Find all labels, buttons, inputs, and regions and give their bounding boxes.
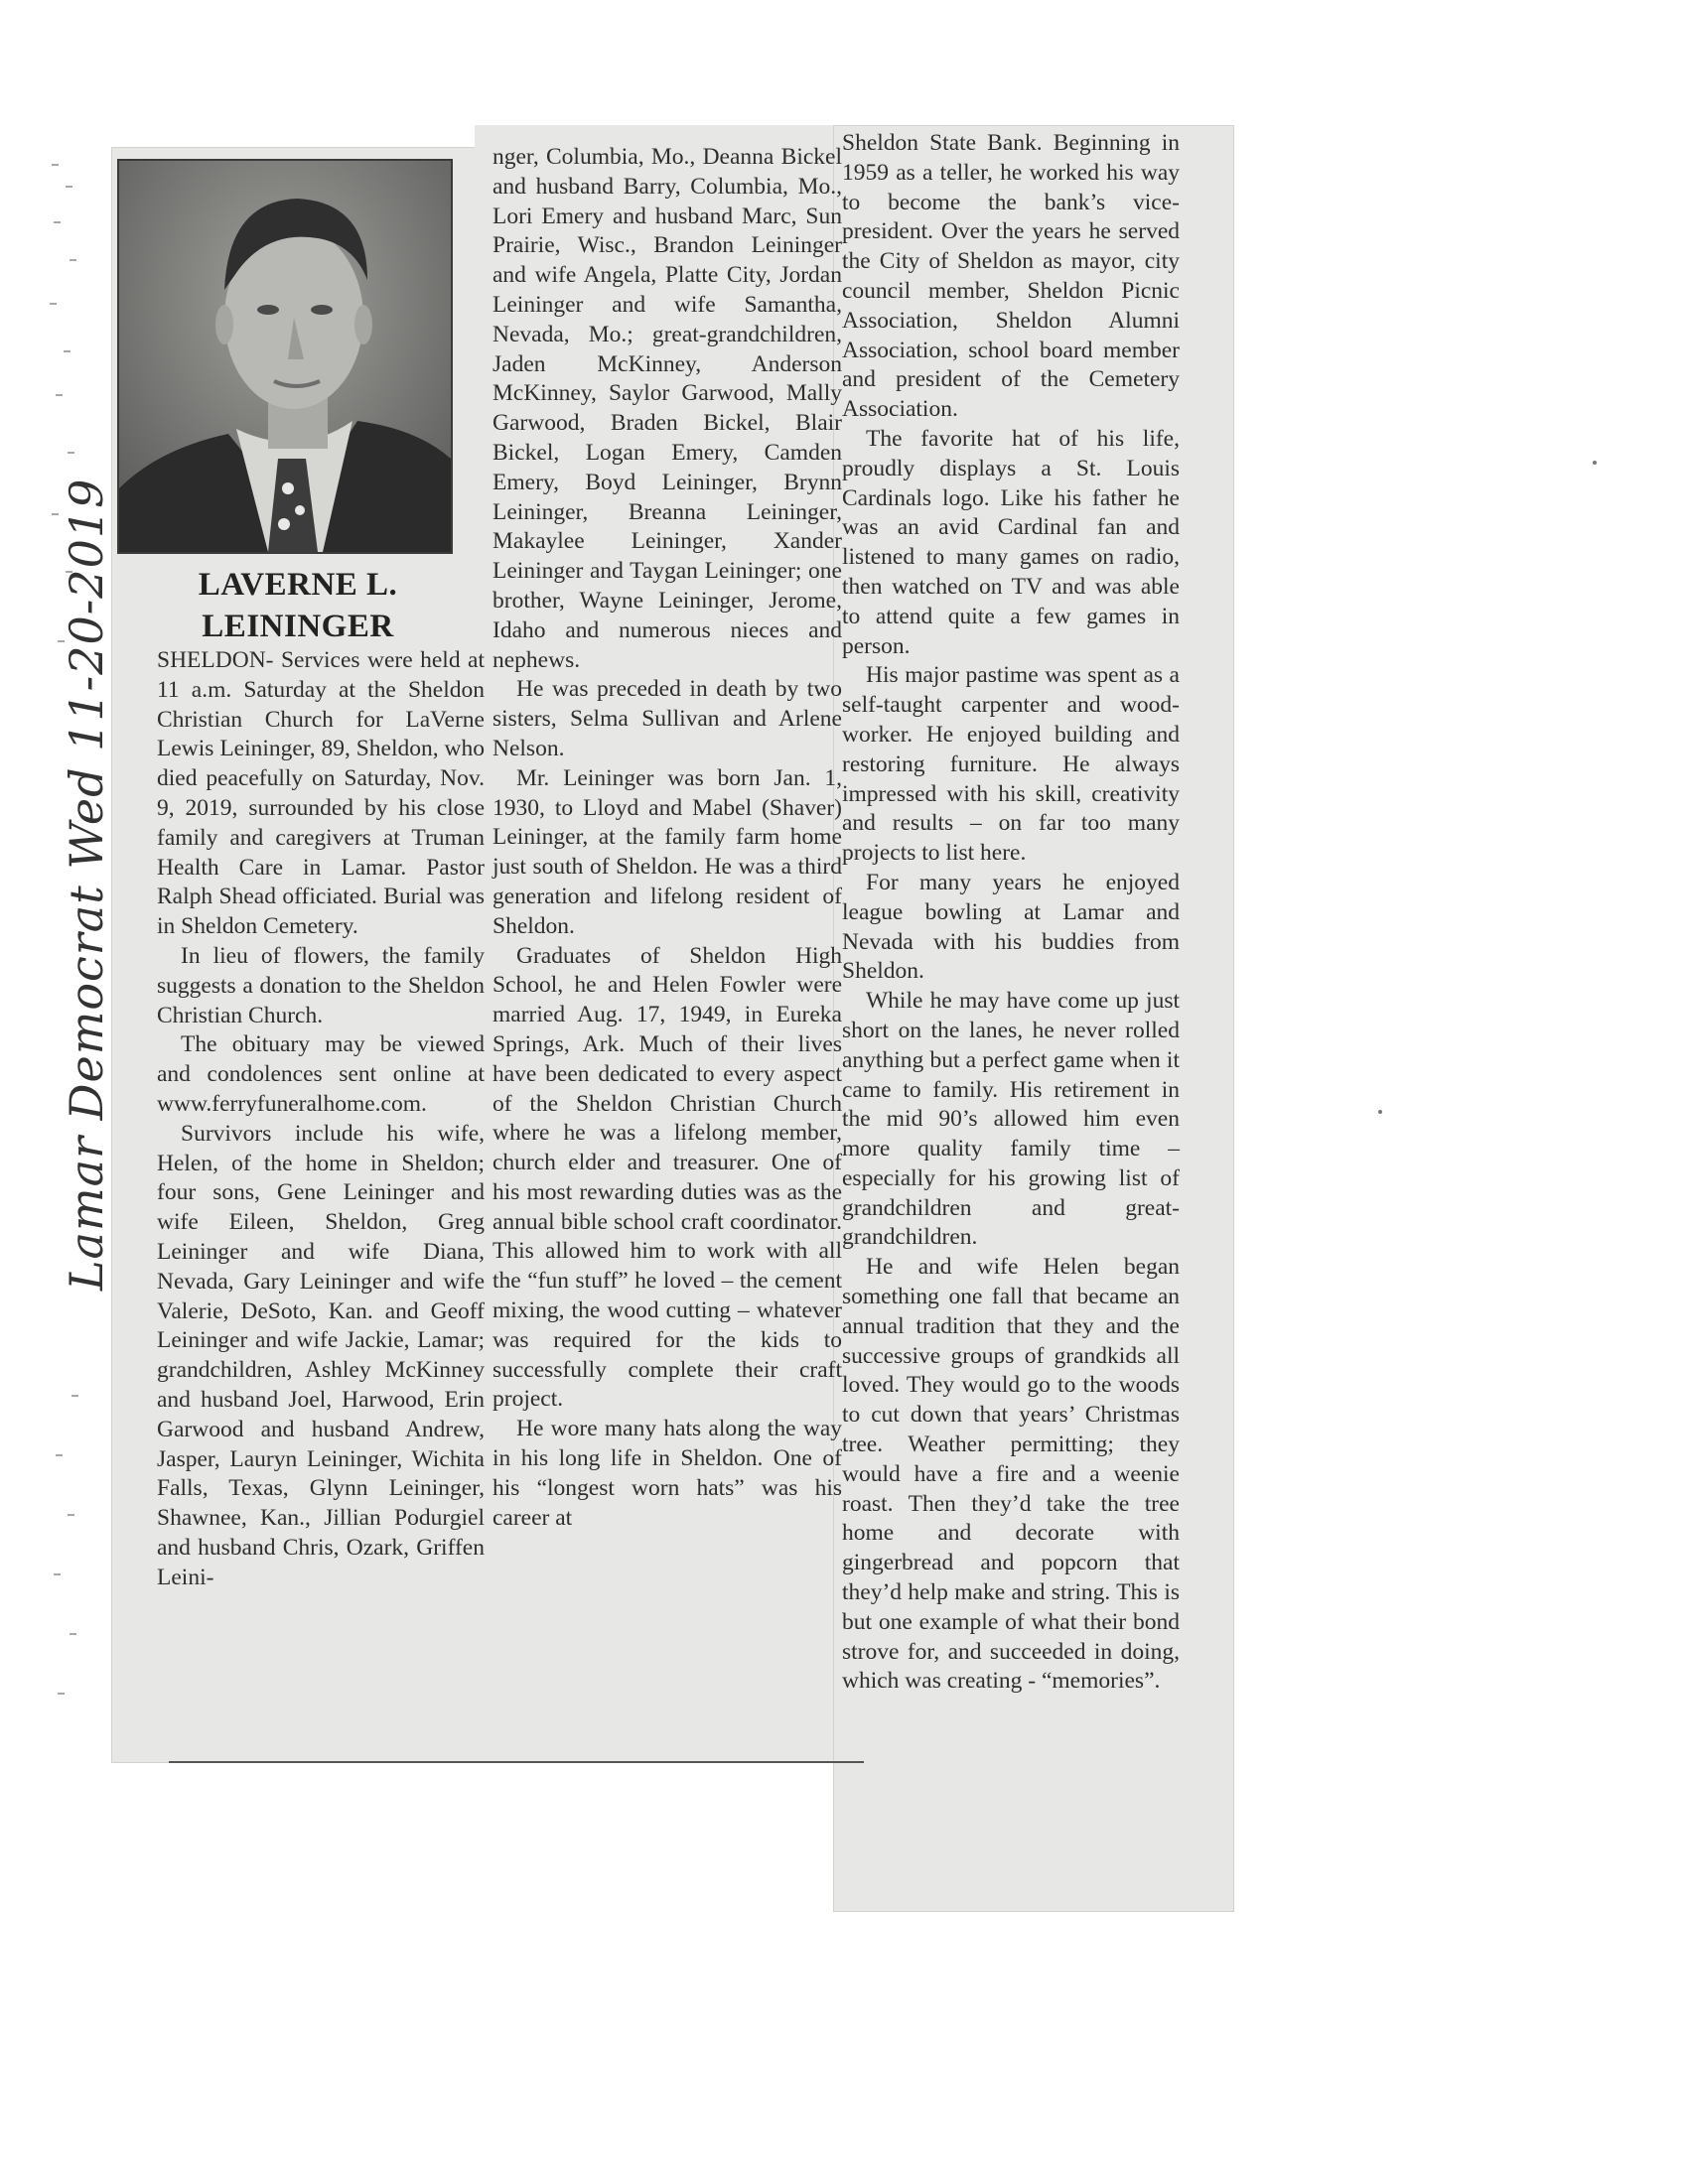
portrait-photo bbox=[117, 159, 453, 554]
paragraph: While he may have come up just short on the lanes, he never rolled anything but a perfect game when it came to family. His retirement in the mid 90’s allowed him even more quality family time – especially for his growing list of grandchildren and great-grandchildren. bbox=[842, 988, 1180, 1251]
scan-dot bbox=[1378, 1110, 1382, 1114]
paragraph: For many years he enjoyed league bowling at Lamar and Nevada with his buddies from Sheldon. bbox=[842, 869, 1180, 985]
paragraph: nger, Columbia, Mo., Deanna Bickel and husband Barry, Columbia, Mo., Lori Emery and husband Marc, Sun Prairie, Wisc., Brandon Leininger and wife Angela, Platte City, Jordan Leininger and wife Samantha, Nevada, Mo.; great-grandchildren, Jaden McKinney, Anderson McKinney, Saylor Garwood, Mally Garwood, Braden Bickel, Blair Bickel, Logan Emery, Camden Emery, Boyd Leininger, Brynn Leininger, Breanna Leininger, Makaylee Leininger, Xander Leininger and Taygan Leininger; one brother, Wayne Leininger, Jerome, Idaho and numerous nieces and nephews. bbox=[492, 144, 842, 673]
paragraph: He wore many hats along the way in his long life in Sheldon. One of his “longest worn hats” was his career at bbox=[492, 1416, 842, 1531]
handwritten-source-note: Lamar Democrat Wed 11-20-2019 bbox=[60, 478, 113, 1291]
paragraph: Graduates of Sheldon High School, he and Helen Fowler were married Aug. 17, 1949, in Eureka Springs, Ark. Much of their lives have been dedicated to every aspect of the Sheldon Christian Church where he was a lifelong member, church elder and treasurer. One of his most rewarding duties was as the annual bible school craft coordinator. This allowed him to work with all the “fun stuff” he loved – the cement mixing, the wood cutting – whatever was required for the kids to successfully complete their craft project. bbox=[492, 942, 842, 1413]
column-3 bbox=[842, 129, 1180, 1697]
column-rule bbox=[169, 1761, 864, 1763]
scan-dot bbox=[1593, 461, 1597, 465]
paragraph: SHELDON- Services were held at 11 a.m. Saturday at the Sheldon Christian Church for LaVerne Lewis Leininger, 89, Sheldon, who died peacefully on Saturday, Nov. 9, 2019, surrounded by his close family and caregivers at Truman Health Care in Lamar. Pastor Ralph Shead officiated. Burial was in Sheldon Cemetery. bbox=[157, 647, 485, 940]
paragraph: He was preceded in death by two sisters, Selma Sullivan and Arlene Nelson. bbox=[492, 676, 842, 761]
paragraph: Sheldon State Bank. Beginning in 1959 as a teller, he worked his way to become the bank’s vice-president. Over the years he served the City of Sheldon as mayor, city council member, Sheldon Picnic Association, Sheldon Alumni Association, school board member and president of the Cemetery Association. bbox=[842, 130, 1180, 423]
headline-line-1: LAVERNE L. bbox=[198, 567, 398, 603]
column-2 bbox=[492, 143, 842, 1533]
paragraph: Mr. Leininger was born Jan. 1, 1930, to Lloyd and Mabel (Shaver) Leininger, at the family farm home just south of Sheldon. He was a third generation and lifelong resident of Sheldon. bbox=[492, 764, 842, 939]
obituary-headline bbox=[149, 564, 447, 647]
column-1 bbox=[157, 646, 485, 1593]
paragraph: Survivors include his wife, Helen, of the home in Sheldon; four sons, Gene Leininger and wife Eileen, Sheldon, Greg Leininger and wife Diana, Nevada, Gary Leininger and wife Valerie, DeSoto, Kan. and Geoff Leininger and wife Jackie, Lamar; grandchildren, Ashley McKinney and husband Joel, Harwood, Erin Garwood and husband Andrew, Jasper, Lauryn Leininger, Wichita Falls, Texas, Glynn Leininger, Shawnee, Kan., Jillian Podurgiel and husband Chris, Ozark, Griffen Leini- bbox=[157, 1120, 485, 1590]
paragraph: The obituary may be viewed and condolences sent online at www.ferryfuneralhome.com. bbox=[157, 1031, 485, 1117]
paragraph: The favorite hat of his life, proudly displays a St. Louis Cardinals logo. Like his father he was an avid Cardinal fan and listened to many games on radio, then watched on TV and was able to attend quite a few games in person. bbox=[842, 425, 1180, 659]
paragraph: In lieu of flowers, the family suggests a donation to the Sheldon Christian Church. bbox=[157, 942, 485, 1028]
headline-line-2: LEININGER bbox=[202, 609, 394, 644]
paragraph: He and wife Helen began something one fall that became an annual tradition that they and the successive groups of grandkids all loved. They would go to the woods to cut down that years’ Christmas tree. Weather permitting; they would have a fire and a weenie roast. Then they’d take the tree home and decorate with gingerbread and popcorn that they’d help make and string. This is but one example of what their bond strove for, and succeeded in doing, which was creating - “memories”. bbox=[842, 1254, 1180, 1695]
paragraph: His major pastime was spent as a self-taught carpenter and wood-worker. He enjoyed building and restoring furniture. He always impressed with his skill, creativity and results – on far too many projects to list here. bbox=[842, 662, 1180, 867]
